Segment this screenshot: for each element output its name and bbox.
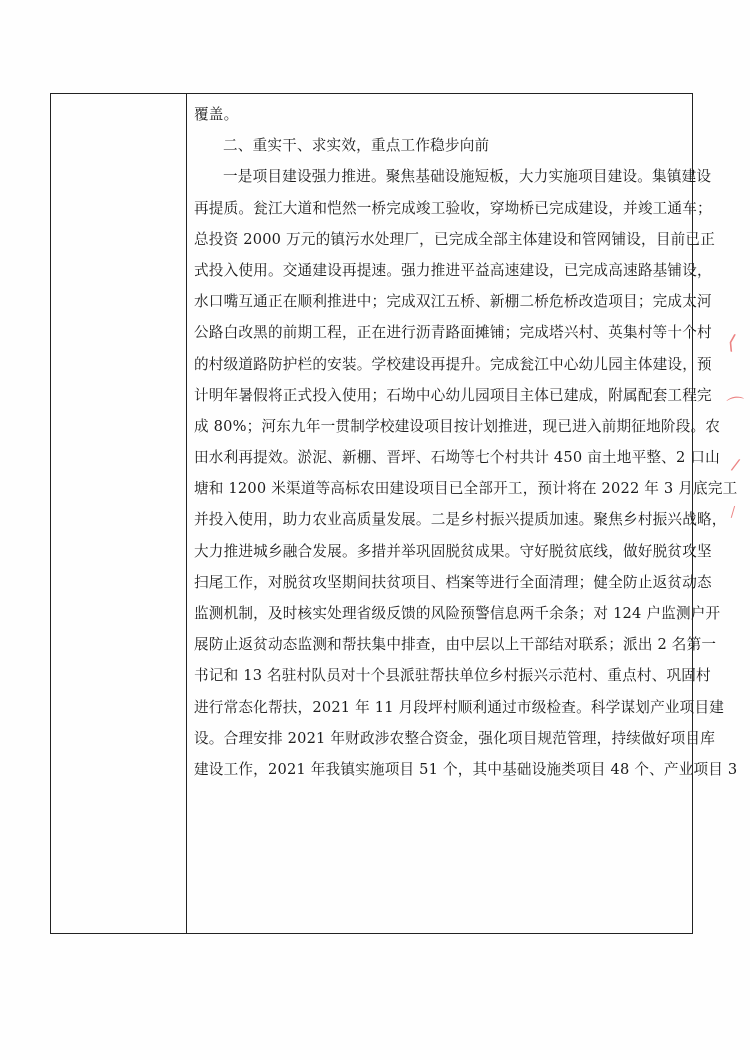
text-line: 一是项目建设强力推进。聚焦基础设施短板，大力实施项目建设。集镇建设 [223, 168, 712, 186]
text-line: 成 80%；河东九年一贯制学校建设项目按计划推进，现已进入前期征地阶段。农 [194, 417, 721, 435]
text-line: 覆盖。 [194, 106, 239, 123]
text-line: 并投入使用，助力农业高质量发展。二是乡村振兴提质加速。聚焦乡村振兴战略， [194, 511, 727, 529]
text-line: 总投资 2000 万元的镇污水处理厂，已完成全部主体建设和管网铺设，目前已正 [194, 230, 716, 248]
text-line: 式投入使用。交通建设再提速。强力推进平益高速建设，已完成高速路基铺设， [194, 261, 712, 279]
section-heading: 二、重实干、求实效，重点工作稳步向前 [223, 137, 490, 155]
text-line: 建设工作，2021 年我镇实施项目 51 个，其中基础设施类项目 48 个、产业项目 3 [194, 760, 738, 778]
text-line: 公路白改黑的前期工程，正在进行沥青路面摊铺；完成塔兴村、英集村等十个村 [194, 324, 712, 342]
text-line: 监测机制，及时核实处理省级反馈的风险预警信息两千余条；对 124 户监测户开 [194, 605, 721, 622]
text-line: 田水利再提效。淤泥、新棚、晋坪、石坳等七个村共计 450 亩土地平整、2 口山 [194, 449, 720, 467]
seal-mark-top: ⟨ [725, 329, 739, 355]
seal-mark-bottom: ⁄ [729, 504, 737, 522]
text-line: 书记和 13 名驻村队员对十个县派驻帮扶单位乡村振兴示范村、重点村、巩固村 [194, 667, 711, 685]
text-line: 计明年暑假将正式投入使用；石坳中心幼儿园项目主体已建成，附属配套工程完 [194, 386, 712, 404]
left-label-cell [51, 94, 185, 933]
text-line: 水口嘴互通正在顺利推进中；完成双江五桥、新棚二桥危桥改造项目；完成太河 [194, 293, 712, 311]
text-line: 设。合理安排 2021 年财政涉农整合资金，强化项目规范管理，持续做好项目库 [194, 729, 716, 747]
seal-mark-middle: ⌒ [725, 394, 747, 419]
content-cell [194, 99, 738, 785]
text-line: 塘和 1200 米渠道等高标农田建设项目已全部开工，预计将在 2022 年 3 月底完工 [194, 480, 738, 498]
text-line: 扫尾工作，对脱贫攻坚期间扶贫项目、档案等进行全面清理；健全防止返贫动态 [194, 573, 712, 591]
text-line: 大力推进城乡融合发展。多措并举巩固脱贫成果。守好脱贫底线，做好脱贫攻坚 [194, 542, 712, 560]
column-divider [186, 93, 187, 934]
seal-mark-lower: / [729, 454, 742, 475]
text-line: 的村级道路防护栏的安装。学校建设再提升。完成瓮江中心幼儿园主体建设，预 [194, 355, 712, 373]
text-line: 展防止返贫动态监测和帮扶集中排查，由中层以上干部结对联系；派出 2 名第一 [194, 636, 717, 654]
text-line: 进行常态化帮扶，2021 年 11 月段坪村顺利通过市级检查。科学谋划产业项目建 [194, 698, 725, 716]
text-line: 再提质。瓮江大道和恺然一桥完成竣工验收，穿坳桥已完成建设，并竣工通车； [194, 199, 712, 217]
